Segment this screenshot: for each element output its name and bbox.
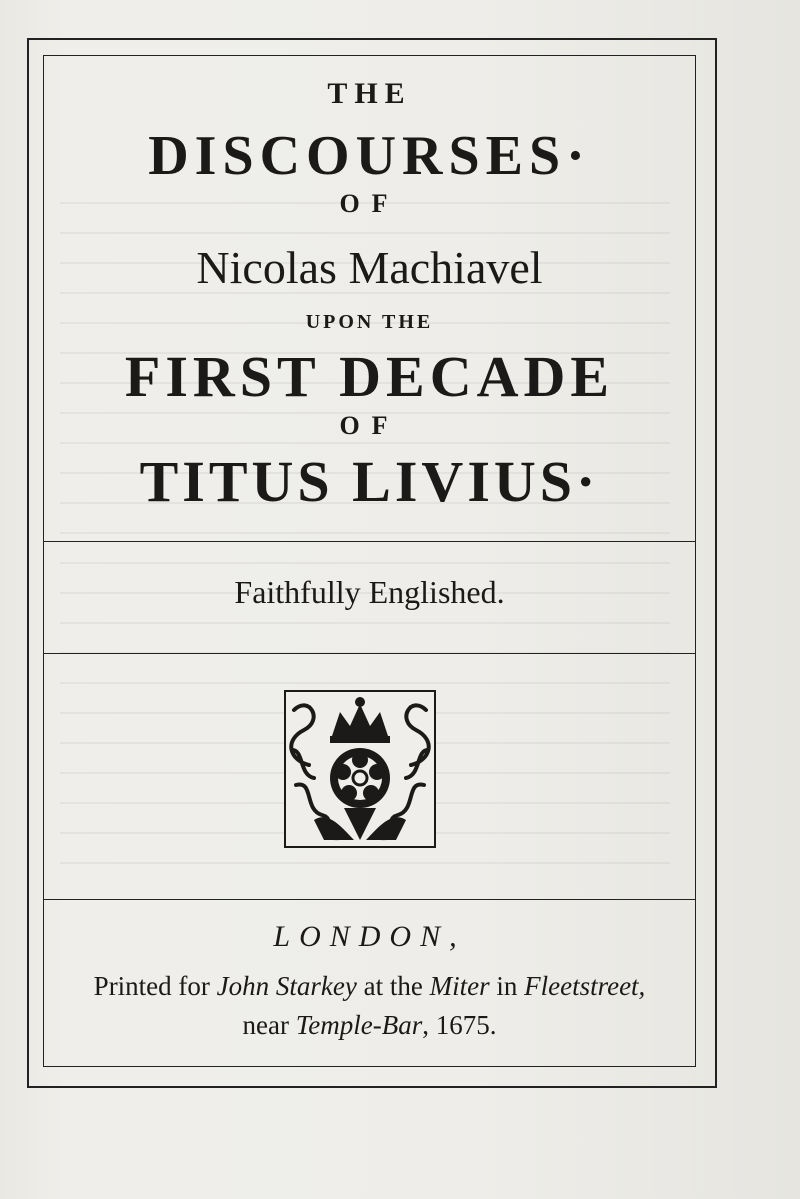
- imprint-street: Fleetstreet,: [524, 971, 646, 1001]
- translation-note: Faithfully Englished.: [234, 574, 505, 610]
- imprint-location-line: [44, 1012, 695, 1039]
- title-discourses: DISCOURSES·: [148, 125, 591, 187]
- title-the: THE: [327, 77, 412, 110]
- imprint-landmark: Temple-Bar: [295, 1010, 423, 1040]
- title-of-1: OF: [339, 189, 400, 218]
- title-upon-the: UPON THE: [305, 311, 434, 333]
- rule-1: [44, 541, 695, 542]
- tudor-rose-crown-icon: [284, 690, 436, 848]
- rule-2: [44, 653, 695, 654]
- author-name: Nicolas Machiavel: [196, 242, 543, 293]
- rule-3: [44, 899, 695, 900]
- imprint-printed-for: Printed for: [93, 971, 217, 1001]
- imprint-printer-line: [44, 973, 695, 1000]
- imprint-year: , 1675.: [422, 1010, 497, 1040]
- imprint-at-the: at the: [356, 971, 430, 1001]
- title-titus-livius: TITUS LIVIUS·: [139, 449, 600, 514]
- imprint-city: LONDON,: [273, 920, 466, 953]
- imprint-near: near: [242, 1010, 296, 1040]
- title-first-decade: FIRST DECADE: [124, 344, 615, 409]
- imprint-in: in: [489, 971, 525, 1001]
- title-of-2: OF: [339, 411, 400, 440]
- imprint-publisher: John Starkey: [216, 971, 357, 1001]
- imprint-sign: Miter: [429, 971, 490, 1001]
